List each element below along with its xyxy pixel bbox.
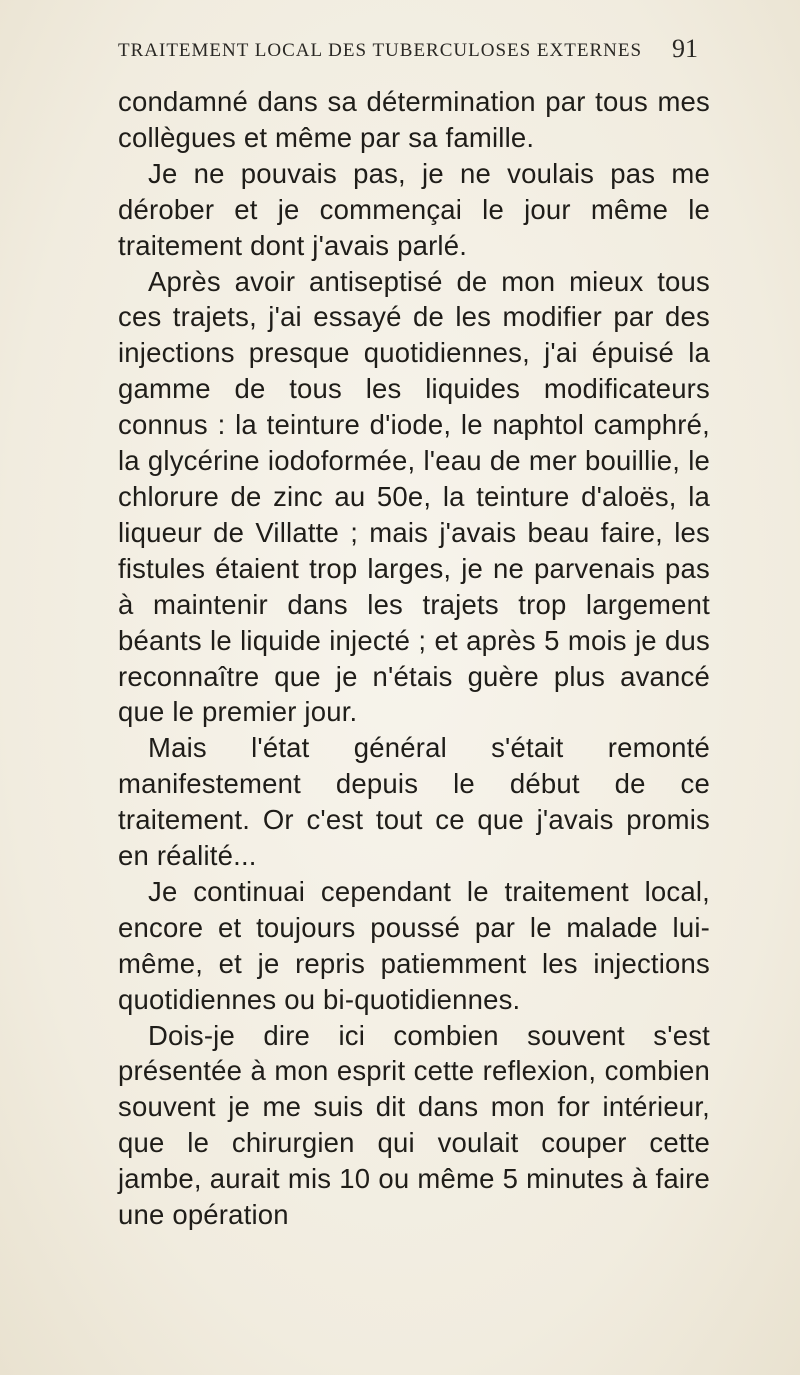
paragraph: Dois-je dire ici combien souvent s'est présentée à mon esprit cette reflexion, combien souvent je me suis dit dans mon for intérieur, que le chirurgien qui voulait couper cette jambe, aurait mis 10 ou même 5 minutes à faire une opération <box>118 1019 710 1231</box>
paragraph: Je continuai cependant le traitement local, encore et toujours poussé par le malade lui-même, et je repris patiemment les injections quotidiennes ou bi-quotidiennes. <box>118 875 710 1015</box>
page-number: 91 <box>672 34 698 63</box>
running-head <box>118 34 698 68</box>
paragraph: Mais l'état général s'était remonté manifestement depuis le début de ce traitement. Or c'est tout ce que j'avais promis en réalité... <box>118 732 710 872</box>
paragraph-continuation: condamné dans sa détermination par tous mes collègues et même par sa famille. <box>118 86 710 153</box>
running-head-title: TRAITEMENT LOCAL DES TUBERCULOSES EXTERNES <box>118 40 643 61</box>
body-text <box>118 84 710 1233</box>
paragraph: Après avoir antiseptisé de mon mieux tous ces trajets, j'ai essayé de les modifier par des injections presque quotidiennes, j'ai épuisé la gamme de tous les liquides modificateurs connus : la teinture d'iode, le naphtol camphré, la glycérine iodoformée, l'eau de mer bouillie, le chlorure de zinc au 50e, la teinture d'aloës, la liqueur de Villatte ; mais j'avais beau faire, les fistules étaient trop larges, je ne parvenais pas à maintenir dans les trajets trop largement béants le liquide injecté ; et après 5 mois je dus reconnaître que je n'étais guère plus avancé que le premier jour. <box>118 265 710 728</box>
paragraph: Je ne pouvais pas, je ne voulais pas me dérober et je commençai le jour même le traitement dont j'avais parlé. <box>118 157 710 261</box>
